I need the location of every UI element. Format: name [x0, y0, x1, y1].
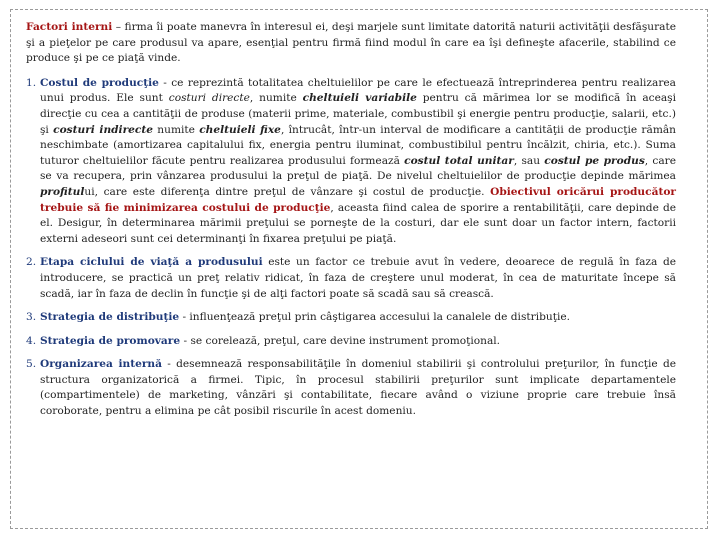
item-text: - ce reprezintă totalitatea cheltuielilor pe care le efectuează întreprinderea pentru realizarea unui produs. Ele sunt — [40, 76, 676, 105]
document-body — [26, 20, 676, 428]
intro-paragraph — [26, 20, 676, 67]
list-number: 1. — [26, 76, 37, 89]
list-item-promotion — [26, 334, 676, 350]
intro-text: – firma îi poate manevra în interesul ei, deşi marjele sunt limitate datorită naturii activităţii desfăşurate şi a pieţelor pe care produsul va apare, esenţial pentru firmă fiind modul în care ea îşi defineşte afacerile, stabilind ce produce şi pe ce piaţă vinde. — [26, 21, 676, 65]
item-term: Organizarea internă — [40, 358, 162, 371]
list-number: 5. — [26, 358, 37, 371]
item-highlight: Obiectivul oricărui producător trebuie să fie minimizarea costului de producţie — [40, 185, 676, 214]
item-text: pentru că mărimea lor se modifică în aceaşi direcţie cu cea a cantităţii de produse (materii prime, materiale, combustibil şi energie pentru producţie, salarii, etc.) şi — [40, 92, 676, 136]
item-text: - desemnează responsabilităţile în domeniul stabilirii şi controlului preţurilor, în funcţie de structura organizatorică a firmei. Tipic, în procesul stabilirii preţurilor sunt implicate departamentele (compartimentele) de marketing, vânzări şi contabilitate, fiecare având o viziune proprie care trebuie însă coroborate, pentru a elimina pe cât posibil riscurile în acest domeniu. — [40, 358, 676, 418]
item-text: - influenţează preţul prin câştigarea accesului la canalele de distribuţie. — [179, 311, 570, 324]
item-text: , sau — [513, 154, 545, 167]
item-text: este un factor ce trebuie avut în vedere, deoarece de regulă în faza de introducere, se practică un preţ relativ ridicat, în faza de creştere unul moderat, în cea de maturitate începe să scadă, iar în faza de declin în funcţie şi de alţi factori poate să scadă sau să crească. — [40, 256, 676, 300]
item-text: ui, care este diferenţa dintre preţul de vânzare şi costul de producţie. — [84, 185, 491, 198]
item-bold-italic: costul total unitar — [404, 154, 514, 167]
list-number: 3. — [26, 311, 37, 324]
item-text: , numite — [249, 92, 303, 105]
item-text: - se corelează, preţul, care devine instrument promoţional. — [180, 334, 501, 347]
item-term: Strategia de distribuţie — [40, 311, 180, 324]
factor-list — [26, 76, 676, 420]
item-bold-italic: costul pe produs — [544, 154, 645, 167]
intro-term: Factori interni — [26, 21, 113, 33]
item-bold-italic: cheltuieli variabile — [302, 92, 417, 105]
item-term: Etapa ciclului de viaţă a produsului — [40, 256, 263, 269]
item-text: , întrucât, într-un interval de modificare a cantităţii de producţie rămân neschimbate (amortizarea capitalului fix, energia pentru iluminat, combustibilul pentru încălzit, chiria, etc.). Suma tuturor cheltuielilor făcute pentru realizarea produsului formează — [40, 123, 677, 167]
item-bold-italic: profitul — [40, 185, 85, 198]
item-text: , aceasta fiind calea de sporire a rentabilităţii, care depinde de el. Desigur, în determinarea mărimii preţului se porneşte de la costuri, dar ele sunt doar un factor intern, factorii externi adeseori sunt cei determinanţi în fixarea preţului pe piaţă. — [40, 201, 676, 245]
list-number: 4. — [26, 334, 37, 347]
item-term: Strategia de promovare — [40, 334, 181, 347]
item-text: , care se va recupera, prin vânzarea produsului la preţul de piaţă. De nivelul cheltuielilor de producţie depinde mărimea — [40, 154, 676, 183]
list-item-organization — [26, 357, 676, 419]
item-text: numite — [153, 123, 200, 136]
item-term: Costul de producţie — [40, 76, 159, 89]
item-bold-italic: cheltuieli fixe — [199, 123, 281, 136]
item-bold-italic: costuri indirecte — [53, 123, 153, 136]
list-item-life-cycle — [26, 255, 676, 302]
list-item-distribution — [26, 310, 676, 326]
list-item-cost — [26, 76, 676, 248]
item-italic: costuri directe — [168, 92, 250, 105]
list-number: 2. — [26, 256, 37, 269]
